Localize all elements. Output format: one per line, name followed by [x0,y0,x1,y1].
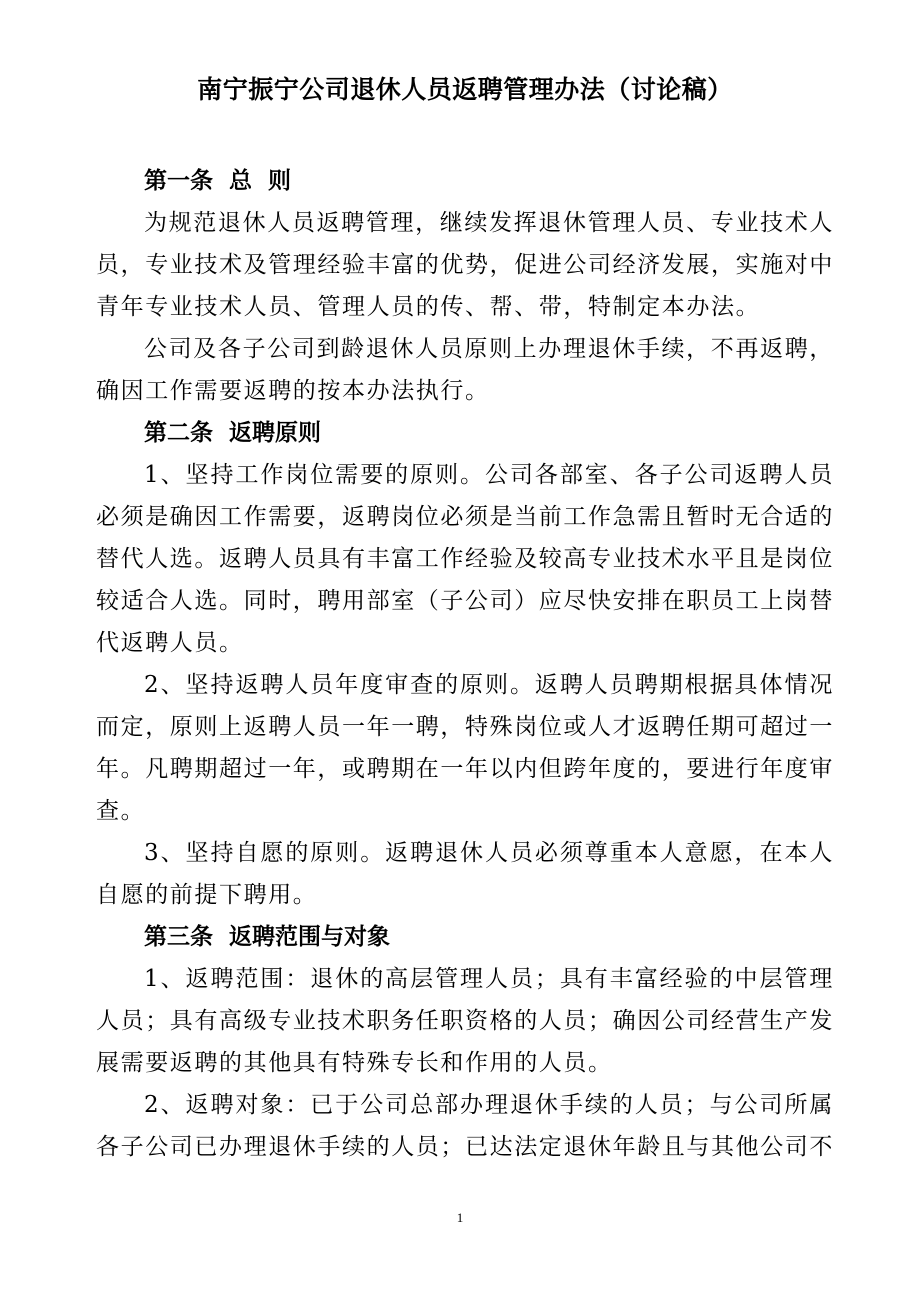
paragraph: 2、坚持返聘人员年度审查的原则。返聘人员聘期根据具体情况而定，原则上返聘人员一年一聘，特殊岗位或人才返聘任期可超过一年。凡聘期超过一年，或聘期在一年以内但跨年度的，要进行年度审查。 [96,672,834,824]
paragraph: 2、返聘对象：已于公司总部办理退休手续的人员；与公司所属各子公司已办理退休手续的人员；已达法定退休年龄且与其他公司不 [96,1092,834,1160]
section-1 [96,160,834,412]
paragraph: 3、坚持自愿的原则。返聘退休人员必须尊重本人意愿，在本人自愿的前提下聘用。 [96,840,834,908]
paragraph: 1、返聘范围：退休的高层管理人员；具有丰富经验的中层管理人员；具有高级专业技术职务任职资格的人员；确因公司经营生产发展需要返聘的其他具有特殊专长和作用的人员。 [96,966,834,1076]
section-3 [96,916,834,1168]
section-heading: 第三条 返聘范围与对象 [144,924,391,950]
paragraph: 为规范退休人员返聘管理，继续发挥退休管理人员、专业技术人员，专业技术及管理经验丰富的优势，促进公司经济发展，实施对中青年专业技术人员、管理人员的传、帮、带，特制定本办法。 [96,210,834,320]
section-heading: 第一条 总 则 [144,168,292,194]
paragraph: 1、坚持工作岗位需要的原则。公司各部室、各子公司返聘人员必须是确因工作需要，返聘岗位必须是当前工作急需且暂时无合适的替代人选。返聘人员具有丰富工作经验及较高专业技术水平且是岗位较适合人选。同时，聘用部室（子公司）应尽快安排在职员工上岗替代返聘人员。 [96,462,834,656]
page-number: 1 [456,1210,464,1225]
section-2 [96,412,834,916]
paragraph: 公司及各子公司到龄退休人员原则上办理退休手续，不再返聘，确因工作需要返聘的按本办法执行。 [96,336,834,404]
section-heading: 第二条 返聘原则 [144,420,322,446]
document-title: 南宁振宁公司退休人员返聘管理办法（讨论稿） [197,75,733,104]
